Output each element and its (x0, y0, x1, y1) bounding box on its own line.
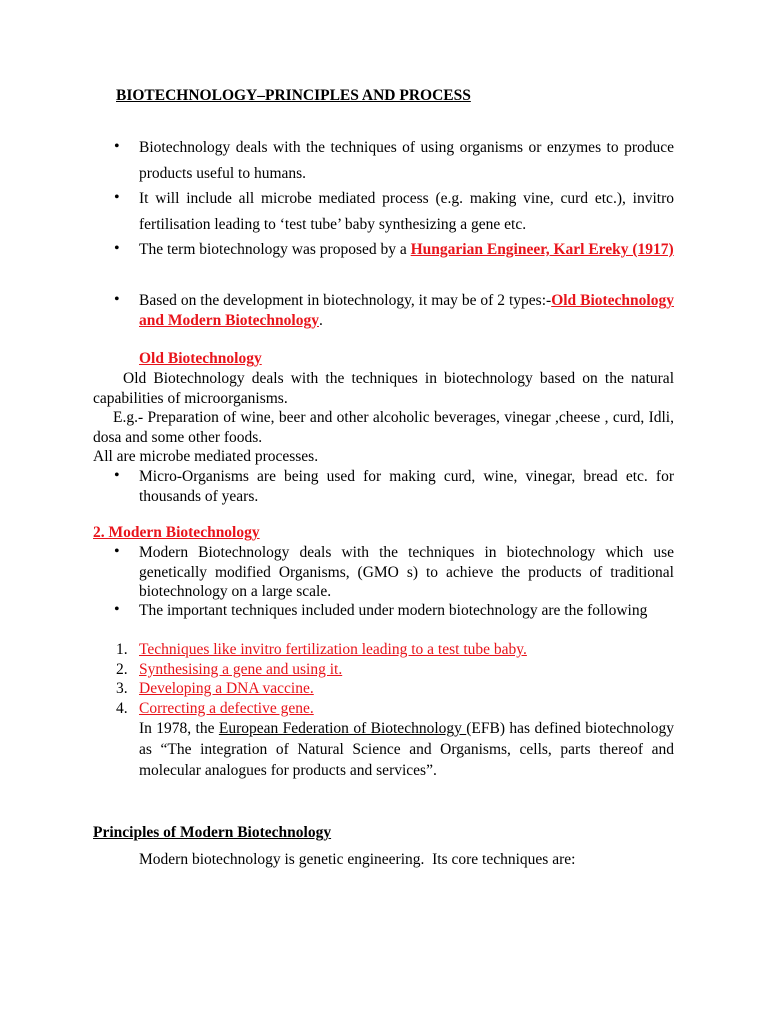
bullet-icon: • (114, 240, 120, 257)
modern-biotech-bullet-2: The important techniques included under modern biotechnology are the following (139, 602, 648, 619)
page-title: BIOTECHNOLOGY–PRINCIPLES AND PROCESS (116, 87, 471, 104)
list-number: 4. (116, 700, 128, 717)
old-biotech-heading: Old Biotechnology (139, 350, 262, 367)
intro-bullet-4-text: Based on the development in biotechnology, it may be of 2 types:- (139, 292, 552, 309)
list-number: 3. (116, 680, 128, 697)
bullet-icon: • (114, 467, 120, 484)
technique-item-4: Correcting a defective gene. (139, 700, 314, 717)
technique-item-2: Synthesising a gene and using it. (139, 661, 343, 678)
modern-biotech-heading: 2. Modern Biotechnology (93, 524, 260, 541)
intro-bullet-1: Biotechnology deals with the techniques of using organisms or enzymes to produce products useful to humans. (139, 139, 674, 182)
intro-bullet-4 (139, 291, 674, 330)
principles-heading: Principles of Modern Biotechnology (93, 824, 332, 841)
bullet-icon: • (114, 543, 120, 560)
old-biotech-paragraph-2: E.g.- Preparation of wine, beer and other alcoholic beverages, vinegar ,cheese , curd, Idli, dosa and some other foods. (93, 409, 674, 446)
efb-text-start: In 1978, the (139, 720, 219, 737)
efb-definition-paragraph (139, 718, 674, 781)
biotech-types-highlight: Old Biotechnology and Modern Biotechnology (139, 292, 674, 329)
intro-bullet-2: It will include all microbe mediated process (e.g. making vine, curd etc.), invitro fertilisation leading to ‘test tube’ baby synthesizing a gene etc. (139, 190, 674, 233)
efb-name: European Federation of Biotechnology (218, 720, 467, 737)
bullet-icon: • (114, 291, 120, 308)
technique-item-3: Developing a DNA vaccine. (139, 680, 314, 697)
old-biotech-bullet-1: Micro-Organisms are being used for making curd, wine, vinegar, bread etc. for thousands of years. (139, 468, 674, 505)
intro-bullet-3 (139, 237, 674, 263)
intro-bullet-4-end: . (318, 311, 323, 329)
list-number: 2. (116, 661, 128, 678)
bullet-icon: • (114, 601, 120, 618)
old-biotech-paragraph-1: Old Biotechnology deals with the techniques in biotechnology based on the natural capabilities of microorganisms. (93, 370, 674, 407)
efb-text-end: (EFB) has defined biotechnology as “The integration of Natural Science and Organisms, cells, parts thereof and molecular analogues for products and services”. (139, 720, 674, 779)
technique-item-1: Techniques like invitro fertilization leading to a test tube baby. (139, 641, 527, 658)
karl-ereky-highlight: Hungarian Engineer, Karl Ereky (1917) (410, 241, 674, 258)
bullet-icon: • (114, 138, 120, 155)
modern-biotech-bullet-1: Modern Biotechnology deals with the techniques in biotechnology which use genetically modified Organisms, (GMO s) to achieve the products of traditional biotechnology on a large scale. (139, 544, 674, 600)
intro-bullet-3-text: The term biotechnology was proposed by a (139, 241, 411, 258)
principles-paragraph-1: Modern biotechnology is genetic engineering. Its core techniques are: (139, 851, 576, 868)
list-number: 1. (116, 641, 128, 658)
old-biotech-paragraph-3: All are microbe mediated processes. (93, 448, 319, 465)
bullet-icon: • (114, 189, 120, 206)
